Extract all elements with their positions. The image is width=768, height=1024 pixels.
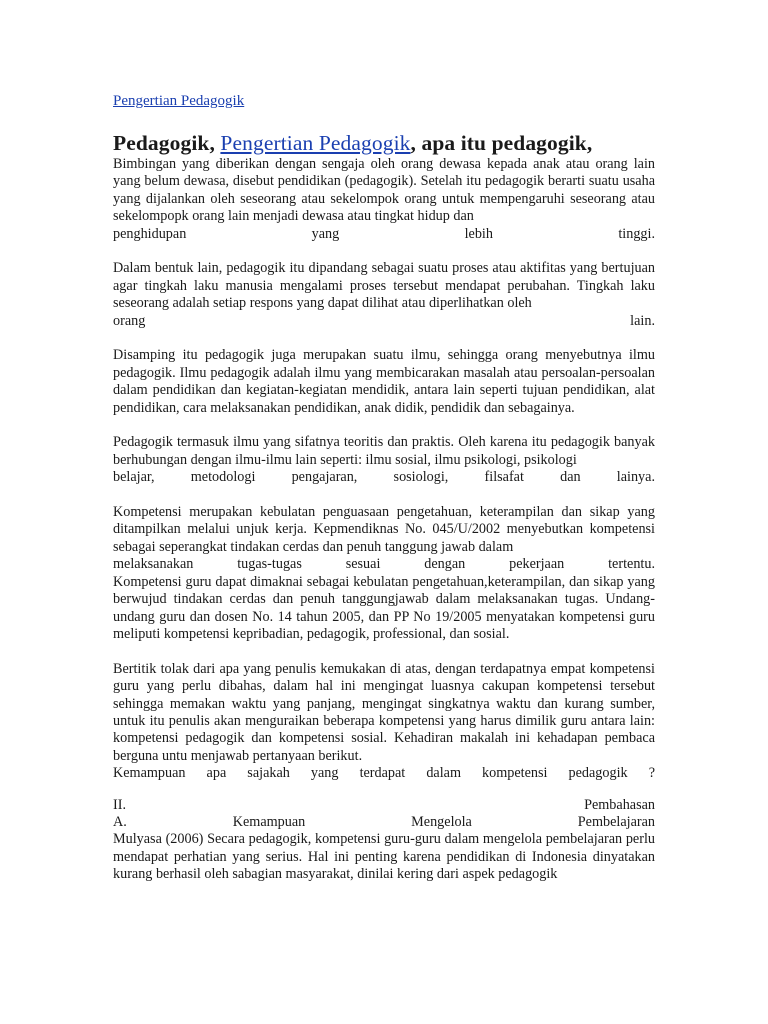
top-link-pengertian-pedagogik[interactable]: Pengertian Pedagogik (113, 93, 245, 109)
paragraph-4 (113, 434, 655, 486)
paragraph-2 (113, 260, 655, 330)
heading-link-pengertian-pedagogik[interactable]: Pengertian Pedagogik (220, 131, 411, 155)
paragraph-4-last-line: belajar, metodologi pengajaran, sosiologi, filsafat dan lainya. (113, 469, 655, 486)
paragraph-4-body: Pedagogik termasuk ilmu yang sifatnya teoritis dan praktis. Oleh karena itu pedagogik banyak berhubungan dengan ilmu-ilmu lain seperti: ilmu sosial, ilmu psikologi, psikologi (113, 434, 655, 468)
section-body: Mulyasa (2006) Secara pedagogik, kompetensi guru-guru dalam mengelola pembelajaran perlu mendapat perhatian yang serius. Hal ini penting karena pendidikan di Indonesia dinyatakan kurang berhasil oleh sabagian masyarakat, dinilai kering dari aspek pedagogik (113, 831, 655, 883)
section-subheading-a: A. Kemampuan Mengelola Pembelajaran (113, 813, 655, 830)
paragraph-6-body: Bertitik tolak dari apa yang penulis kemukakan di atas, dengan terdapatnya empat kompetensi guru yang perlu dibahas, dalam hal ini mengingat luasnya cakupan kompetensi tersebut sehingga memakan waktu yang panjang, mengingat singkatnya waktu dan kurang sumber, untuk itu penulis akan menguraikan beberapa kompetensi yang harus dimilik guru antara lain: kompetensi pedagogik dan kompetensi sosial. Kehadiran makalah ini kehadapan pembaca berguna untu menjawab pertanyaan berikut. (113, 660, 655, 764)
document-page (113, 92, 655, 884)
paragraph-5-tail: Kompetensi guru dapat dimaknai sebagai kebulatan pengetahuan,keterampilan, dan sikap yang berwujud tindakan cerdas dan penuh tanggungjawab dalam melaksanakan tugas. Undang-undang guru dan dosen No. 14 tahun 2005, dan PP No 19/2005 menyatakan kompetensi guru meliputi kompetensi kepribadian, pedagogik, professional, dan sosial. (113, 573, 655, 642)
paragraph-2-body: Dalam bentuk lain, pedagogik itu dipandang sebagai suatu proses atau aktifitas yang bertujuan agar tingkah laku manusia mengalami proses tersebut mendapat perubahan. Tingkah laku seseorang adalah setiap respons yang dapat dilihat atau diperlihatkan oleh (113, 260, 655, 312)
paragraph-3-body: Disamping itu pedagogik juga merupakan suatu ilmu, sehingga orang menyebutnya ilmu pedagogik. Ilmu pedagogik adalah ilmu yang membicarakan masalah atau persoalan-persoalan dalam pendidikan dan kegiatan-kegiatan mendidik, antara lain seperti tujuan pendidikan, alat pendidikan, cara melaksanakan pendidikan, anak didik, pendidik dan sebagainya. (113, 347, 655, 416)
paragraph-1-last-line: penghidupan yang lebih tinggi. (113, 225, 655, 242)
document-heading (113, 130, 655, 156)
paragraph-6 (113, 661, 655, 783)
section-pembahasan (113, 797, 655, 884)
paragraph-5-mid-line: melaksanakan tugas-tugas sesuai dengan pekerjaan tertentu. (113, 556, 655, 573)
paragraph-1-body: Bimbingan yang diberikan dengan sengaja oleh orang dewasa kepada anak atau orang lain yang belum dewasa, disebut pendidikan (pedagogik). Setelah itu pedagogik berarti suatu usaha yang dijalankan oleh seseorang atau sekelompok orang untuk mempengaruhi seseorang atau sekelompopk orang lain menjadi dewasa atau tingkat hidup dan (113, 156, 655, 225)
paragraph-2-last-line: orang lain. (113, 312, 655, 329)
paragraph-5-body: Kompetensi merupakan kebulatan penguasaan pengetahuan, keterampilan dan sikap yang ditampilkan melalui unjuk kerja. Kepmendiknas No. 045/U/2002 menyebutkan kompetensi sebagai seperangkat tindakan cerdas dan penuh tanggung jawab dalam (113, 504, 655, 555)
paragraph-5 (113, 504, 655, 643)
paragraph-6-last-line: Kemampuan apa sajakah yang terdapat dalam kompetensi pedagogik ? (113, 765, 655, 782)
heading-text-1: Pedagogik, (113, 131, 221, 155)
section-heading-ii: II. Pembahasan (113, 796, 655, 813)
paragraph-3 (113, 347, 655, 417)
heading-text-2: , apa itu pedagogik, (410, 131, 593, 155)
paragraph-1 (113, 156, 655, 243)
